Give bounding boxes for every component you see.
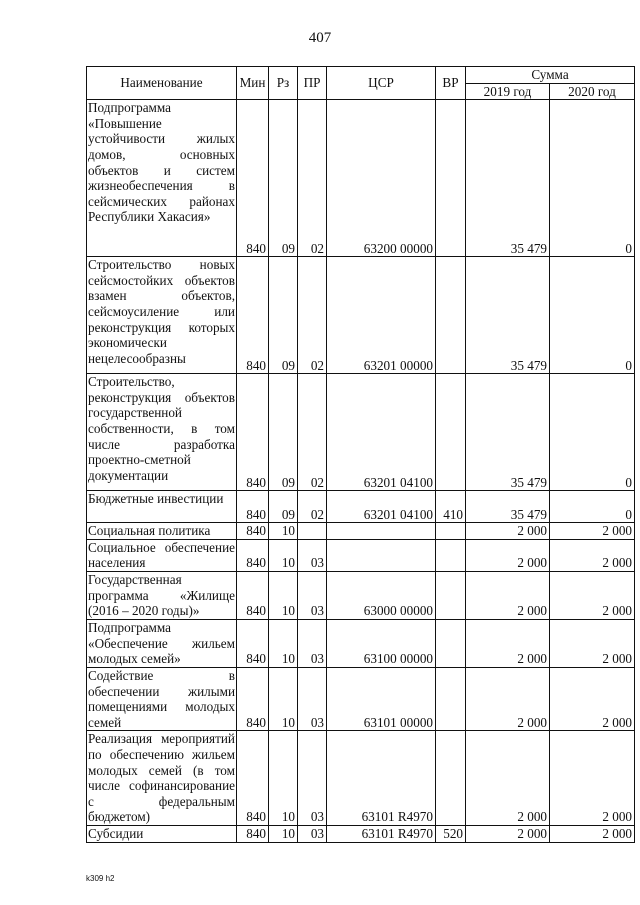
cell-y2019: 2 000 — [466, 667, 550, 730]
header-2019: 2019 год — [466, 83, 550, 100]
cell-y2020: 2 000 — [550, 571, 635, 619]
cell-min: 840 — [237, 100, 269, 257]
cell-rz: 10 — [269, 731, 298, 826]
table-row — [87, 374, 635, 491]
cell-vr — [436, 571, 466, 619]
cell-min: 840 — [237, 731, 269, 826]
cell-vr — [436, 731, 466, 826]
table-row — [87, 257, 635, 374]
table-row — [87, 619, 635, 667]
cell-y2019: 35 479 — [466, 491, 550, 523]
cell-vr — [436, 100, 466, 257]
table-body — [87, 100, 635, 842]
header-2020: 2020 год — [550, 83, 635, 100]
cell-y2020: 2 000 — [550, 619, 635, 667]
cell-csr: 63201 00000 — [327, 257, 436, 374]
table-row — [87, 571, 635, 619]
cell-rz: 10 — [269, 539, 298, 571]
cell-y2019: 2 000 — [466, 619, 550, 667]
cell-csr: 63200 00000 — [327, 100, 436, 257]
cell-y2020: 2 000 — [550, 523, 635, 540]
cell-name: Строительство, реконструкция объектов государственной собственности, в том числе разработка проектно-сметной документации — [87, 374, 237, 491]
header-sum: Сумма — [466, 67, 635, 84]
cell-pr: 02 — [298, 100, 327, 257]
cell-y2020: 2 000 — [550, 539, 635, 571]
cell-name: Социальное обеспечение населения — [88, 539, 235, 571]
cell-y2020: 2 000 — [550, 667, 635, 730]
cell-pr: 03 — [298, 825, 327, 842]
cell-csr: 63101 R4970 — [327, 825, 436, 842]
cell-csr: 63101 00000 — [327, 667, 436, 730]
cell-rz: 10 — [269, 571, 298, 619]
cell-name: Государственная программа «Жилище (2016 – 2020 годы)» — [88, 571, 235, 619]
cell-rz: 10 — [269, 667, 298, 730]
table-row — [87, 539, 635, 571]
cell-rz: 09 — [269, 257, 298, 374]
cell-min: 840 — [237, 523, 269, 540]
table-header — [87, 67, 635, 100]
table-row — [87, 491, 635, 523]
cell-y2019: 2 000 — [466, 539, 550, 571]
cell-vr: 410 — [436, 491, 466, 523]
cell-y2019: 35 479 — [466, 257, 550, 374]
cell-min: 840 — [237, 257, 269, 374]
cell-name: Социальная политика — [87, 523, 237, 540]
cell-y2020: 0 — [550, 374, 635, 491]
cell-y2020: 2 000 — [550, 731, 635, 826]
cell-name: Подпрограмма «Повышение устойчивости жилых домов, основных объектов и систем жизнеобеспечения в сейсмических районах Республики Хакасия» — [87, 100, 237, 257]
cell-y2020: 0 — [550, 100, 635, 257]
page-number: 407 — [308, 30, 332, 46]
cell-y2020: 2 000 — [550, 825, 635, 842]
cell-vr — [436, 523, 466, 540]
cell-pr: 02 — [298, 374, 327, 491]
cell-vr — [436, 539, 466, 571]
cell-csr: 63201 04100 — [327, 374, 436, 491]
header-vr: ВР — [436, 67, 466, 100]
cell-y2019: 35 479 — [466, 374, 550, 491]
cell-y2019: 2 000 — [466, 571, 550, 619]
cell-pr: 03 — [298, 539, 327, 571]
cell-csr: 63100 00000 — [327, 619, 436, 667]
cell-y2020: 0 — [550, 491, 635, 523]
table-row — [87, 731, 635, 826]
cell-pr: 03 — [298, 731, 327, 826]
header-rz: Рз — [269, 67, 298, 100]
cell-name: Содействие в обеспечении жилыми помещениями молодых семей — [88, 667, 235, 730]
table-row — [87, 667, 635, 730]
cell-rz: 09 — [269, 100, 298, 257]
cell-vr — [436, 619, 466, 667]
cell-min: 840 — [237, 374, 269, 491]
cell-min: 840 — [237, 539, 269, 571]
table-row — [87, 100, 635, 257]
cell-pr: 03 — [298, 571, 327, 619]
cell-rz: 10 — [269, 523, 298, 540]
cell-y2020: 0 — [550, 257, 635, 374]
header-csr: ЦСР — [327, 67, 436, 100]
table-row — [87, 523, 635, 540]
cell-rz: 10 — [269, 619, 298, 667]
cell-vr: 520 — [436, 825, 466, 842]
cell-pr: 02 — [298, 257, 327, 374]
cell-csr — [327, 539, 436, 571]
cell-y2019: 35 479 — [466, 100, 550, 257]
cell-vr — [436, 257, 466, 374]
header-name: Наименование — [87, 67, 237, 100]
cell-y2019: 2 000 — [466, 825, 550, 842]
cell-name: Бюджетные инвестиции — [87, 491, 237, 523]
cell-pr: 03 — [298, 619, 327, 667]
cell-name: Субсидии — [87, 825, 237, 842]
cell-csr: 63000 00000 — [327, 571, 436, 619]
header-pr: ПР — [298, 67, 327, 100]
cell-csr — [327, 523, 436, 540]
cell-name: Строительство новых сейсмостойких объектов взамен объектов, сейсмоусиление или реконструкция которых экономически нецелесообразны — [87, 257, 237, 374]
cell-min: 840 — [237, 571, 269, 619]
cell-min: 840 — [237, 667, 269, 730]
cell-rz: 09 — [269, 491, 298, 523]
cell-pr — [298, 523, 327, 540]
cell-name: Подпрограмма «Обеспечение жильем молодых семей» — [88, 619, 235, 667]
cell-vr — [436, 374, 466, 491]
cell-y2019: 2 000 — [466, 523, 550, 540]
footer-code: k309 h2 — [86, 874, 115, 883]
cell-rz: 09 — [269, 374, 298, 491]
budget-table — [86, 66, 635, 843]
cell-pr: 03 — [298, 667, 327, 730]
cell-min: 840 — [237, 491, 269, 523]
cell-csr: 63201 04100 — [327, 491, 436, 523]
cell-csr: 63101 R4970 — [327, 731, 436, 826]
cell-y2019: 2 000 — [466, 731, 550, 826]
cell-min: 840 — [237, 619, 269, 667]
cell-vr — [436, 667, 466, 730]
table-row — [87, 825, 635, 842]
cell-name: Реализация мероприятий по обеспечению жильем молодых семей (в том числе софинансирование с федеральным бюджетом) — [88, 731, 235, 825]
cell-min: 840 — [237, 825, 269, 842]
cell-pr: 02 — [298, 491, 327, 523]
cell-rz: 10 — [269, 825, 298, 842]
header-min: Мин — [237, 67, 269, 100]
